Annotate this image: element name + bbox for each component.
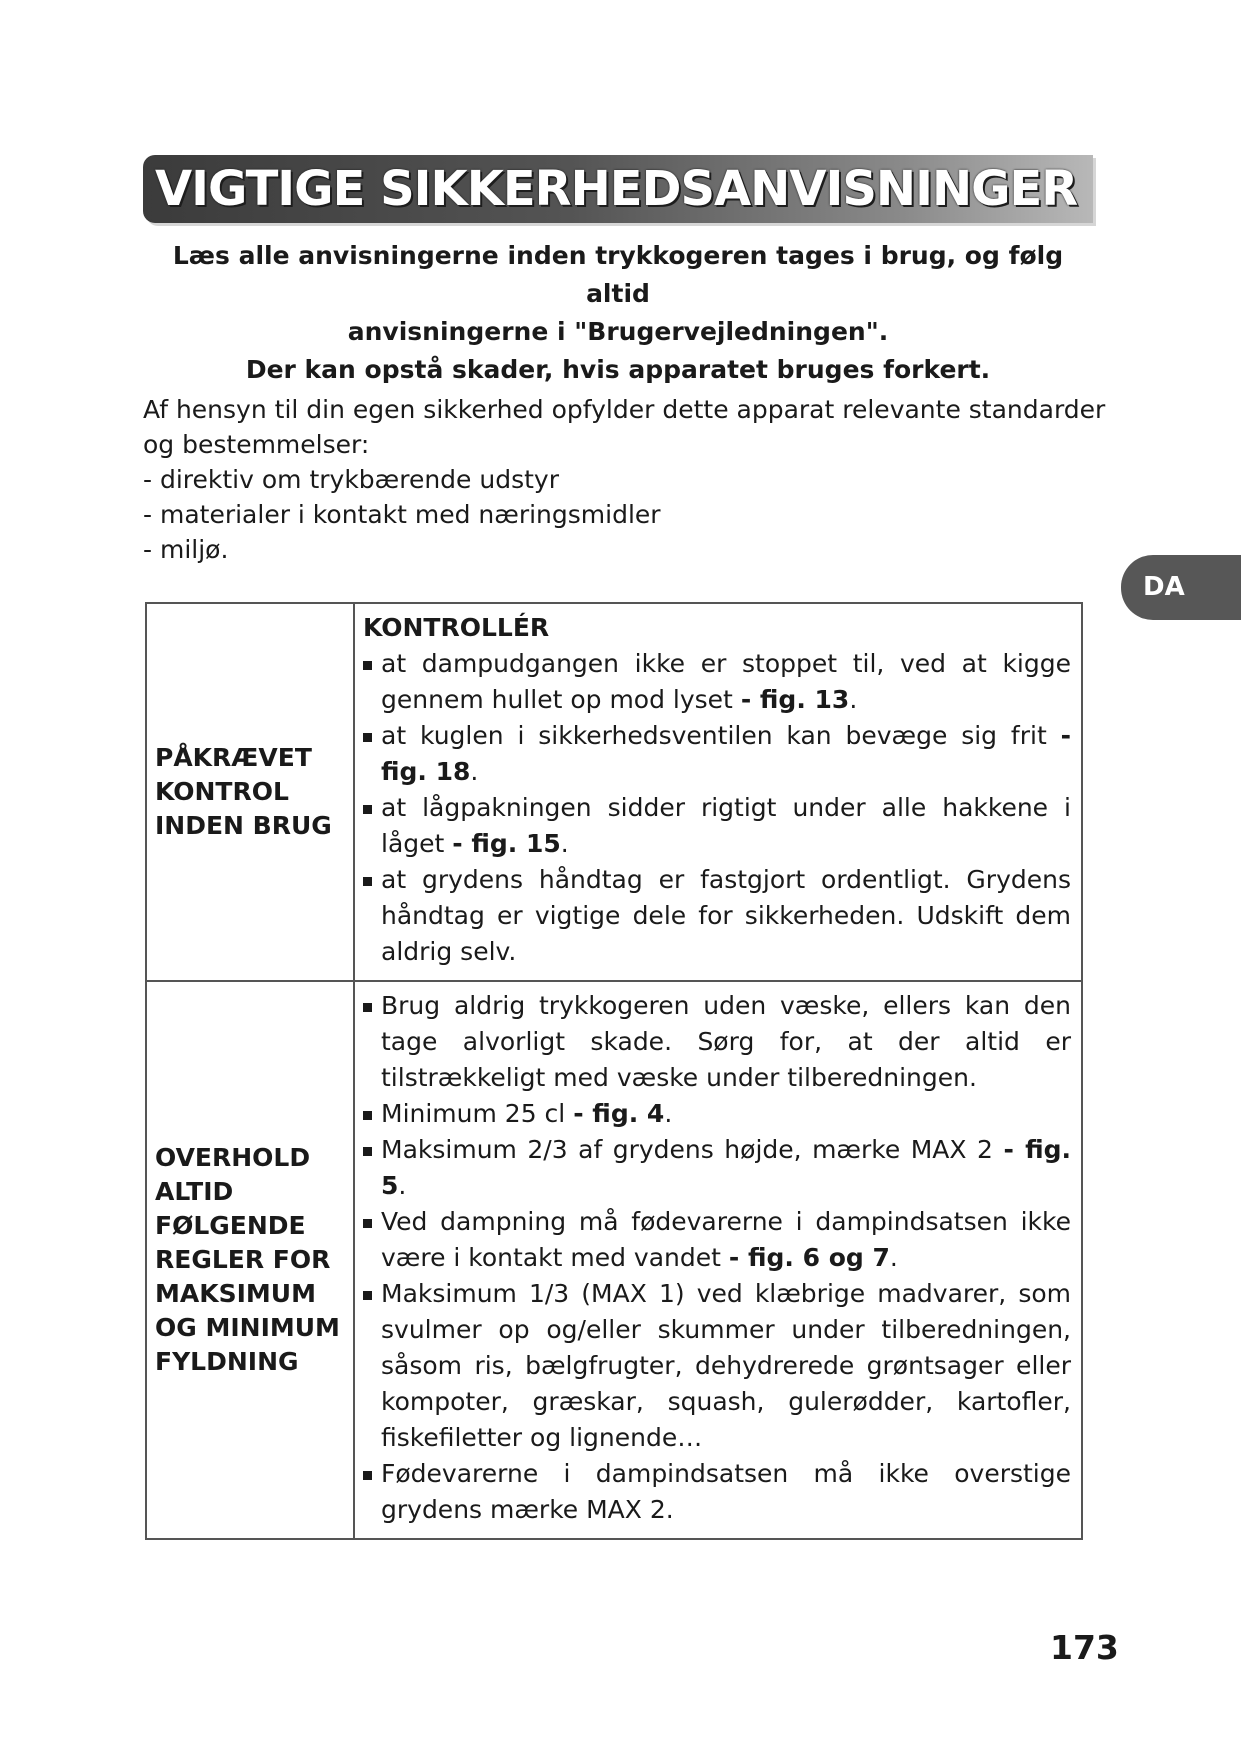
table-row bbox=[146, 981, 1082, 1539]
paragraph-line: og bestemmelser: bbox=[143, 430, 370, 459]
check-heading: KONTROLLÉR bbox=[363, 613, 550, 642]
safety-rules-table bbox=[145, 602, 1083, 1540]
language-tab: DA bbox=[1121, 555, 1241, 620]
row-content bbox=[354, 981, 1082, 1539]
page-title: VIGTIGE SIKKERHEDSANVISNINGER bbox=[155, 161, 1078, 217]
intro-line: anvisningerne i "Brugervejledningen". bbox=[347, 317, 889, 346]
list-item: Brug aldrig trykkogeren uden væske, ellers kan den tage alvorligt skade. Sørg for, at der altid er tilstrækkeligt med væske under tilberedningen. bbox=[363, 988, 1071, 1096]
list-item: at lågpakningen sidder rigtigt under alle hakkene i låget - fig. 15. bbox=[363, 790, 1071, 862]
row-label: OVERHOLD ALTID FØLGENDE REGLER FOR MAKSIMUM OG MINIMUM FYLDNING bbox=[146, 981, 354, 1539]
list-item: Maksimum 2/3 af grydens højde, mærke MAX 2 - fig. 5. bbox=[363, 1132, 1071, 1204]
list-item: Ved dampning må fødevarerne i dampindsatsen ikke være i kontakt med vandet - fig. 6 og 7. bbox=[363, 1204, 1071, 1276]
intro-warning bbox=[143, 237, 1093, 389]
list-item: Minimum 25 cl - fig. 4. bbox=[363, 1096, 1071, 1132]
list-item: at grydens håndtag er fastgjort ordentligt. Grydens håndtag er vigtige dele for sikkerheden. Udskift dem aldrig selv. bbox=[363, 862, 1071, 970]
row-label: PÅKRÆVET KONTROL INDEN BRUG bbox=[146, 603, 354, 981]
list-item: at dampudgangen ikke er stoppet til, ved at kigge gennem hullet op mod lyset - fig. 13. bbox=[363, 646, 1071, 718]
list-item: Maksimum 1/3 (MAX 1) ved klæbrige madvarer, som svulmer op og/eller skummer under tilberedningen, såsom ris, bælgfrugter, dehydrerede grøntsager eller kompoter, græskar, squash, gulerødder, kartofler, fiskefiletter og lignende… bbox=[363, 1276, 1071, 1456]
list-item: at kuglen i sikkerhedsventilen kan bevæge sig frit - fig. 18. bbox=[363, 718, 1071, 790]
standards-list-item: - miljø. bbox=[143, 535, 229, 564]
intro-line: Der kan opstå skader, hvis apparatet bruges forkert. bbox=[245, 355, 991, 384]
title-banner bbox=[143, 155, 1093, 223]
paragraph-line: Af hensyn til din egen sikkerhed opfylder dette apparat relevante standarder bbox=[143, 395, 1106, 424]
table-row bbox=[146, 603, 1082, 981]
standards-list-item: - materialer i kontakt med næringsmidler bbox=[143, 500, 661, 529]
list-item: Fødevarerne i dampindsatsen må ikke overstige grydens mærke MAX 2. bbox=[363, 1456, 1071, 1528]
row-content bbox=[354, 603, 1082, 981]
standards-paragraph bbox=[143, 392, 1106, 567]
standards-list-item: - direktiv om trykbærende udstyr bbox=[143, 465, 559, 494]
page-number: 173 bbox=[1050, 1628, 1119, 1667]
intro-line: Læs alle anvisningerne inden trykkogeren tages i brug, og følg altid bbox=[172, 241, 1064, 308]
